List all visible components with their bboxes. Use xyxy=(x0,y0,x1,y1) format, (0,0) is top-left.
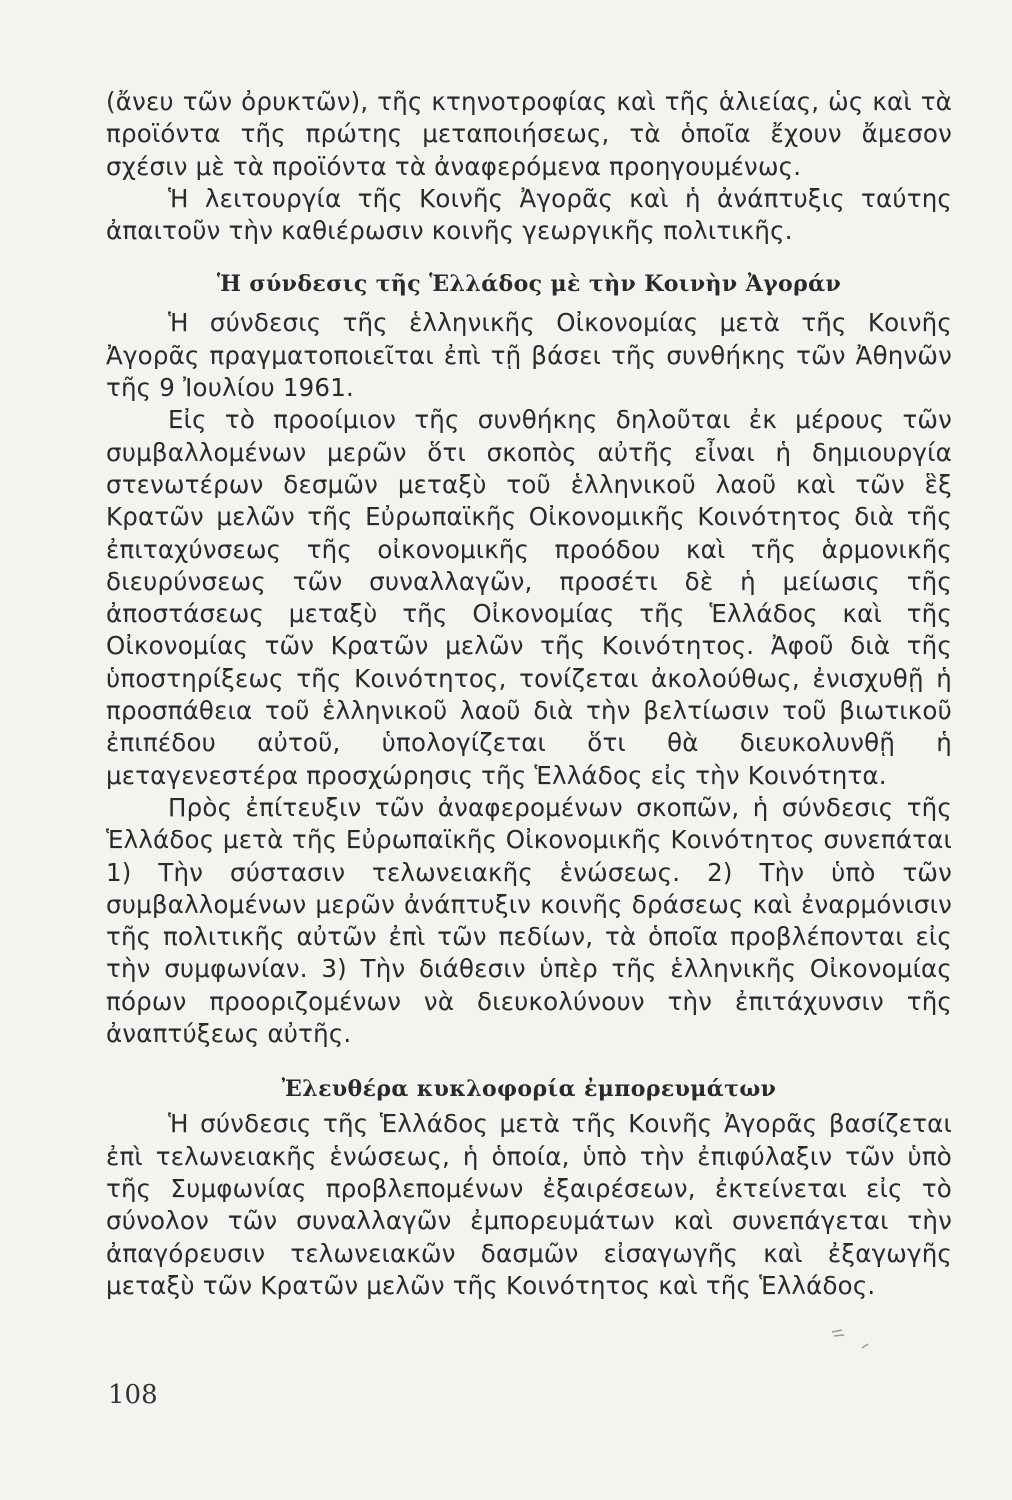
ink-smudge-mark xyxy=(828,1322,872,1356)
paragraph-treaty-preamble: Εἰς τὸ προοίμιον τῆς συνθήκης δηλοῦται ἐκ μέρους τῶν συμβαλλομένων μερῶν ὅτι σκοπὸς αὐτῆς εἶναι ἡ δημιουργία στενωτέρων δεσμῶν μεταξὺ τοῦ ἑλληνικοῦ λαοῦ καὶ τῶν ἓξ Κρατῶν μελῶν τῆς Εὐρωπαϊκῆς Οἰκονομικῆς Κοινότητος διὰ τῆς ἐπιταχύνσεως τῆς οἰκονομικῆς προόδου καὶ τῆς ἁρμονικῆς διευρύνσεως τῶν συναλλαγῶν, προσέτι δὲ ἡ μείωσις τῆς ἀποστάσεως μεταξὺ τῆς Οἰκονομίας τῆς Ἑλλάδος καὶ τῆς Οἰκονομίας τῶν Κρατῶν μελῶν τῆς Κοινότητος. Ἀφοῦ διὰ τῆς ὑποστηρίξεως τῆς Κοινότητος, τονίζεται ἀκολούθως, ἐνισχυθῇ ἡ προσπάθεια τοῦ ἑλληνικοῦ λαοῦ διὰ τὴν βελτίωσιν τοῦ βιωτικοῦ ἐπιπέδου αὐτοῦ, ὑπολογίζεται ὅτι θὰ διευκολυνθῇ ἡ μεταγενεστέρα προσχώρησις τῆς Ἑλλάδος εἰς τὴν Κοινότητα. xyxy=(106,405,952,790)
section-heading-association: Ἡ σύνδεσις τῆς Ἑλλάδος μὲ τὴν Κοινὴν Ἀγοράν xyxy=(216,271,842,298)
page-number: 108 xyxy=(108,1380,158,1410)
paragraph-association-treaty: Ἡ σύνδεσις τῆς ἑλληνικῆς Οἰκονομίας μετὰ τῆς Κοινῆς Ἀγορᾶς πραγματοποιεῖται ἐπὶ τῇ βάσει τῆς συνθήκης τῶν Ἀθηνῶν τῆς 9 Ἰουλίου 1961. xyxy=(106,308,952,403)
paragraph-agricultural-policy: Ἡ λειτουργία τῆς Κοινῆς Ἀγορᾶς καὶ ἡ ἀνάπτυξις ταύτης ἀπαιτοῦν τὴν καθιέρωσιν κοινῆς γεωργικῆς πολιτικῆς. xyxy=(106,183,952,246)
paragraph-association-aims: Πρὸς ἐπίτευξιν τῶν ἀναφερομένων σκοπῶν, ἡ σύνδεσις τῆς Ἑλλάδος μετὰ τῆς Εὐρωπαϊκῆς Οἰκονομικῆς Κοινότητος συνεπάται 1) Τὴν σύστασιν τελωνειακῆς ἑνώσεως. 2) Τὴν ὑπὸ τῶν συμβαλλομένων μερῶν ἀνάπτυξιν κοινῆς δράσεως καὶ ἐναρμόνισιν τῆς πολιτικῆς αὐτῶν ἐπὶ τῶν πεδίων, τὰ ὁποῖα προβλέπονται εἰς τὴν συμφωνίαν. 3) Τὴν διάθεσιν ὑπὲρ τῆς ἑλληνικῆς Οἰκονομίας πόρων προοριζομένων νὰ διευκολύνουν τὴν ἐπιτάχυνσιν τῆς ἀναπτύξεως αὐτῆς. xyxy=(106,792,952,1049)
paragraph-customs-union: Ἡ σύνδεσις τῆς Ἑλλάδος μετὰ τῆς Κοινῆς Ἀγορᾶς βασίζεται ἐπὶ τελωνειακῆς ἑνώσεως, ἡ ὁποία, ὑπὸ τὴν ἐπιφύλαξιν τῶν ὑπὸ τῆς Συμφωνίας προβλεπομένων ἐξαιρέσεων, ἐκτείνεται εἰς τὸ σύνολον τῶν συναλλαγῶν ἐμπορευμάτων καὶ συνεπάγεται τὴν ἀπαγόρευσιν τελωνειακῶν δασμῶν εἰσαγωγῆς καὶ ἐξαγωγῆς μεταξὺ τῶν Κρατῶν μελῶν τῆς Κοινότητος καὶ τῆς Ἑλλάδος. xyxy=(106,1109,952,1300)
section-heading-free-movement: Ἐλευθέρα κυκλοφορία ἐμπορευμάτων xyxy=(281,1076,777,1103)
paragraph-continuation: (ἄνευ τῶν ὀρυκτῶν), τῆς κτηνοτροφίας καὶ τῆς ἁλιείας, ὡς καὶ τὰ προϊόντα τῆς πρώτης μεταποιήσεως, τὰ ὁποῖα ἔχουν ἄμεσον σχέσιν μὲ τὰ προϊόντα τὰ ἀναφερόμενα προηγουμένως. xyxy=(106,87,952,181)
page-body xyxy=(106,86,952,1302)
